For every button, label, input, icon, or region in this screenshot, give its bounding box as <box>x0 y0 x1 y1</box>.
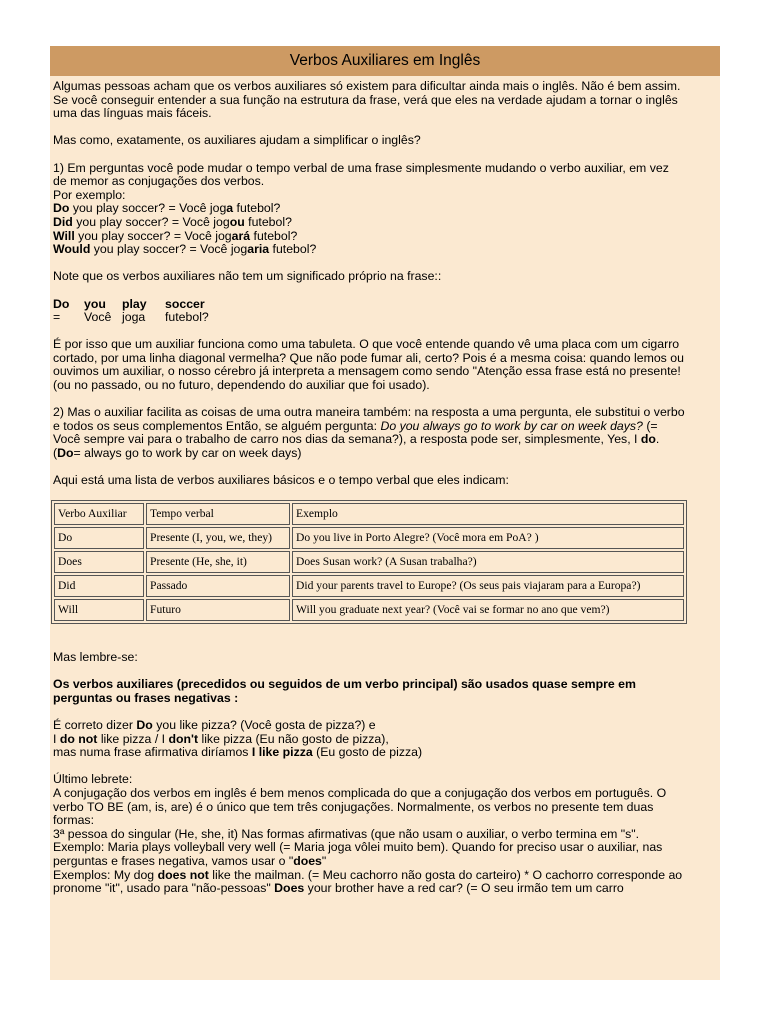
example-line: Do you play soccer? = Você joga futebol? <box>53 201 281 216</box>
table-row <box>54 527 684 549</box>
table-row <box>54 575 684 597</box>
table-header-cell: Verbo Auxiliar <box>54 503 144 525</box>
last-line: perguntas e frases negativa, vamos usar o "does" <box>53 853 327 868</box>
page-title: Verbos Auxiliares em Inglês <box>289 52 481 69</box>
table-cell: Presente (He, she, it) <box>146 551 290 573</box>
analogy-line: (ou no passado, ou no futuro, dependendo do auxiliar que foi usado). <box>53 378 430 393</box>
list-intro: Aqui está uma lista de verbos auxiliares básicos e o tempo verbal que eles indicam: <box>53 473 509 488</box>
table-cell: Does Susan work? (A Susan trabalha?) <box>292 551 684 573</box>
point2-line: 2) Mas o auxiliar facilita as coisas de uma outra maneira também: na resposta a uma pergunta, ele substitui o verbo <box>53 405 685 420</box>
document-page <box>50 46 720 980</box>
rule-line: perguntas ou frases negativas : <box>53 690 239 705</box>
point2-line: Você sempre vai para o trabalho de carro nos dias da semana?), a resposta pode ser, simplesmente, Yes, I do. <box>53 432 660 447</box>
table-row <box>54 599 684 621</box>
pizza-line: É correto dizer Do you like pizza? (Você gosta de pizza?) e <box>53 717 376 732</box>
last-line: A conjugação dos verbos em inglês é bem menos complicada do que a conjugação dos verbos em português. O <box>53 785 667 800</box>
analogy-line: cortado, por uma linha diagonal vermelha? Que não pode fumar ali, certo? Pois é a mesma coisa: quando lemos ou <box>53 350 684 365</box>
table-row <box>54 551 684 573</box>
table-cell: Did your parents travel to Europe? (Os seus pais viajaram para a Europa?) <box>292 575 684 597</box>
table-cell: Does <box>54 551 144 573</box>
example-line: Would you play soccer? = Você jogaria futebol? <box>53 242 317 257</box>
last-line: formas: <box>53 813 94 828</box>
last-heading: Último lebrete: <box>53 772 133 787</box>
analogy-line: É por isso que um auxiliar funciona como uma tabuleta. O que você entende quando vê uma placa com um cigarro <box>53 337 680 352</box>
breakdown-english: Do you play soccer <box>53 296 205 311</box>
breakdown-portuguese: = Você joga futebol? <box>53 310 209 325</box>
analogy-line: ouvimos um auxiliar, o nosso cérebro já interpreta a mensagem como sendo "Atenção essa frase está no presente! <box>53 364 681 379</box>
point1-line: 1) Em perguntas você pode mudar o tempo verbal de uma frase simplesmente mudando o verbo auxiliar, em vez <box>53 160 669 175</box>
table-cell: Will <box>54 599 144 621</box>
title-bar <box>50 46 720 76</box>
question-line: Mas como, exatamente, os auxiliares ajudam a simplificar o inglês? <box>53 133 421 148</box>
last-line: verbo TO BE (am, is, are) é o único que tem três conjugações. Normalmente, os verbos no presente tem duas <box>53 799 654 814</box>
intro-line: uma das línguas mais fáceis. <box>53 106 212 121</box>
table-cell: Futuro <box>146 599 290 621</box>
auxiliary-verbs-table <box>51 500 687 624</box>
point1-line: de memor as conjugações dos verbos. <box>53 174 265 189</box>
table-header-cell: Tempo verbal <box>146 503 290 525</box>
last-line: 3ª pessoa do singular (He, she, it) Nas formas afirmativas (que não usam o auxiliar, o verbo termina em "s". <box>53 826 640 841</box>
table-cell: Presente (I, you, we, they) <box>146 527 290 549</box>
intro-line: Algumas pessoas acham que os verbos auxiliares só existem para dificultar ainda mais o inglês. Não é bem assim. <box>53 79 681 93</box>
point2-line: e todos os seus complementos Então, se alguém pergunta: Do you always go to work by car on week days? (= <box>53 418 658 433</box>
intro-line: Se você conseguir entender a sua função na estrutura da frase, verá que eles na verdade ajudam a tornar o inglês <box>53 92 678 107</box>
table-header-row <box>54 503 684 525</box>
table-header-cell: Exemplo <box>292 503 684 525</box>
table-cell: Passado <box>146 575 290 597</box>
table-cell: Will you graduate next year? (Você vai se formar no ano que vem?) <box>292 599 684 621</box>
table-cell: Do you live in Porto Alegre? (Você mora em PoA? ) <box>292 527 684 549</box>
example-label: Por exemplo: <box>53 187 126 202</box>
example-line: Did you play soccer? = Você jogou futebol? <box>53 214 292 229</box>
last-line: Exemplos: My dog does not like the mailman. (= Meu cachorro não gosta do carteiro) * O cachorro corresponde ao <box>53 867 683 882</box>
rule-line: Os verbos auxiliares (precedidos ou seguidos de um verbo principal) são usados quase sempre em <box>53 677 636 692</box>
table-cell: Do <box>54 527 144 549</box>
remember-line: Mas lembre-se: <box>53 650 138 664</box>
table-cell: Did <box>54 575 144 597</box>
pizza-line: mas numa frase afirmativa diríamos I like pizza (Eu gosto de pizza) <box>53 745 423 760</box>
point2-line: (Do= always go to work by car on week days) <box>53 446 302 461</box>
example-line: Will you play soccer? = Você jogará futebol? <box>53 228 298 243</box>
document-body <box>50 76 720 896</box>
pizza-line: I do not like pizza / I don't like pizza (Eu não gosto de pizza), <box>53 731 389 746</box>
note-line: Note que os verbos auxiliares não tem um significado próprio na frase:: <box>53 269 442 284</box>
last-line: Exemplo: Maria plays volleyball very well (= Maria joga vôlei muito bem). Quando for preciso usar o auxiliar, nas <box>53 840 663 855</box>
last-line: pronome "it", usado para "não-pessoas" Does your brother have a red car? (= O seu irmão tem um carro <box>53 881 624 896</box>
